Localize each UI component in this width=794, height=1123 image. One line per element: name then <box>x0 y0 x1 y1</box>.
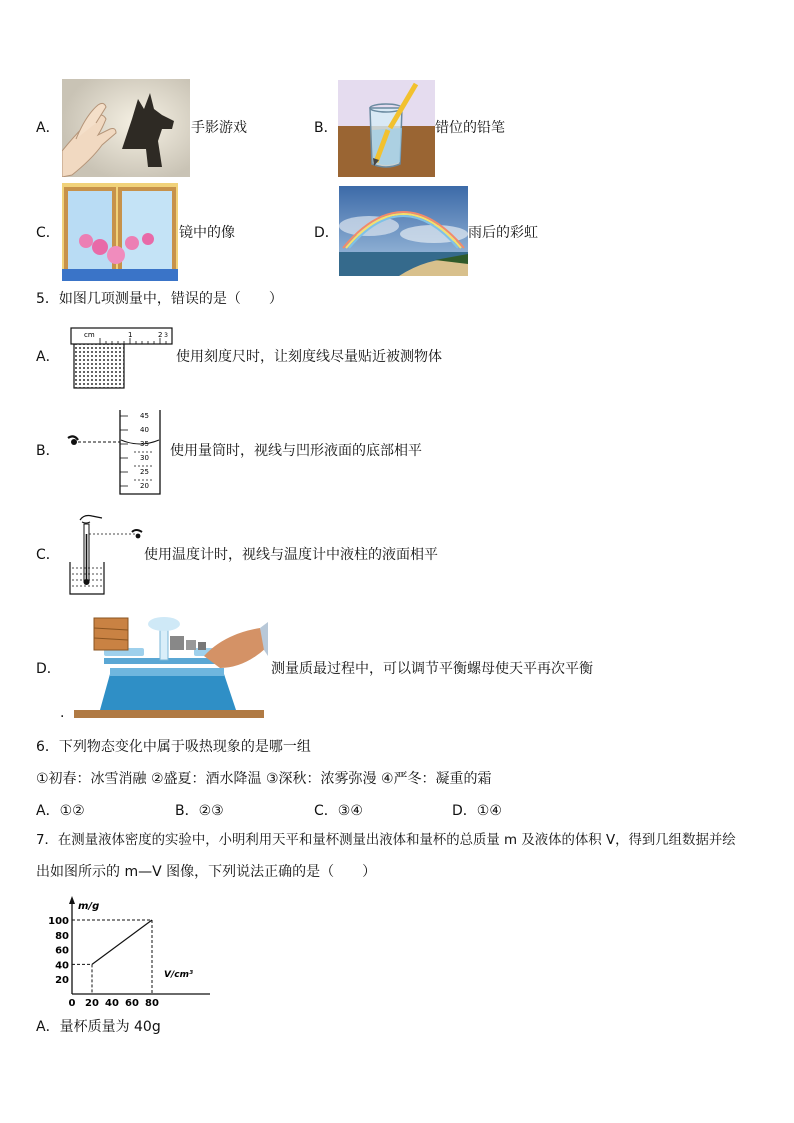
chart-y-axis-label: m/g <box>78 901 100 912</box>
q6-option-b: B．②③ <box>175 803 224 819</box>
chart-x-axis-label: V/cm³ <box>164 970 193 980</box>
q6-option-a: A．①② <box>36 803 85 819</box>
q6-stem: 6．下列物态变化中属于吸热现象的是哪一组 <box>36 739 311 755</box>
q6-option-d: D．①④ <box>452 803 502 819</box>
chart-x-tick-label: 40 <box>105 998 119 1008</box>
mirror-image <box>62 183 178 281</box>
chart-y-tick-label: 40 <box>55 960 69 972</box>
pencil-in-glass-image <box>338 80 435 177</box>
graduated-cylinder-diagram <box>62 408 170 496</box>
hand-shadow-image <box>62 79 190 177</box>
q4-option-a-text: 手影游戏 <box>191 120 247 136</box>
ruler-label-unit: cm <box>84 331 95 339</box>
q5-option-a-letter: A． <box>36 349 60 365</box>
q5-option-c-letter: C． <box>36 547 60 563</box>
chart-x-tick-label: 20 <box>85 998 99 1008</box>
chart-y-axis-arrow <box>69 896 75 904</box>
q4-option-a-letter: A． <box>36 120 60 136</box>
q6-items: ①初春：冰雪消融 ②盛夏：酒水降温 ③深秋：浓雾弥漫 ④严冬：凝重的霜 <box>36 771 492 787</box>
q4-option-b-letter: B． <box>314 120 338 136</box>
chart-x-tick-label: 0 <box>68 998 76 1008</box>
cylinder-label-20: 20 <box>140 482 149 490</box>
chart-y-tick-label: 100 <box>48 916 69 927</box>
q4-option-d-letter: D． <box>314 225 339 241</box>
rainbow-image <box>339 186 468 276</box>
q4-option-c-text: 镜中的像 <box>179 225 235 241</box>
m-v-chart <box>40 896 210 1008</box>
q5-option-d-dot: . <box>60 705 65 721</box>
q5-option-d-letter: D． <box>36 661 61 677</box>
chart-series-line <box>92 920 152 964</box>
ruler-label-3: 3 <box>164 332 168 339</box>
q7-stem-line2: 出如图所示的 m—V 图像，下列说法正确的是（ ） <box>36 864 377 880</box>
q7-stem-line1: 7．在测量液体密度的实验中，小明利用天平和量杯测量出液体和量杯的总质量 m 及液体的体积 V，得到几组数据并绘 <box>36 833 736 848</box>
ruler-diagram <box>70 326 174 390</box>
q5-option-b-text: 使用量筒时，视线与凹形液面的底部相平 <box>170 443 422 459</box>
cylinder-label-30: 30 <box>140 454 149 462</box>
cylinder-label-40: 40 <box>140 426 149 434</box>
balance-scale-image <box>74 612 268 718</box>
q4-option-d-text: 雨后的彩虹 <box>468 225 538 241</box>
q4-option-c-letter: C． <box>36 225 60 241</box>
chart-x-tick-label: 60 <box>125 998 139 1008</box>
chart-y-tick-label: 80 <box>55 930 69 942</box>
q6-option-c: C．③④ <box>314 803 363 819</box>
cylinder-label-45: 45 <box>140 412 149 420</box>
q5-option-b-letter: B． <box>36 443 60 459</box>
chart-y-tick-label: 20 <box>55 975 69 987</box>
cylinder-label-35: 35 <box>140 440 149 448</box>
cylinder-label-25: 25 <box>140 468 149 476</box>
ruler-label-2: 2 <box>158 331 163 339</box>
q5-option-c-text: 使用温度计时，视线与温度计中液柱的液面相平 <box>144 547 438 563</box>
thermometer-diagram <box>66 512 146 596</box>
q4-option-b-text: 错位的铅笔 <box>435 120 505 136</box>
ruler-label-1: 1 <box>128 331 133 339</box>
q5-option-a-text: 使用刻度尺时，让刻度线尽量贴近被测物体 <box>176 349 442 365</box>
chart-x-tick-label: 80 <box>145 998 159 1008</box>
q5-stem: 5．如图几项测量中，错误的是（ ） <box>36 291 283 307</box>
chart-y-tick-label: 60 <box>55 945 69 957</box>
q7-option-a: A．量杯质量为 40g <box>36 1019 161 1035</box>
q5-option-d-text: 测量质最过程中，可以调节平衡螺母使天平再次平衡 <box>271 661 593 677</box>
